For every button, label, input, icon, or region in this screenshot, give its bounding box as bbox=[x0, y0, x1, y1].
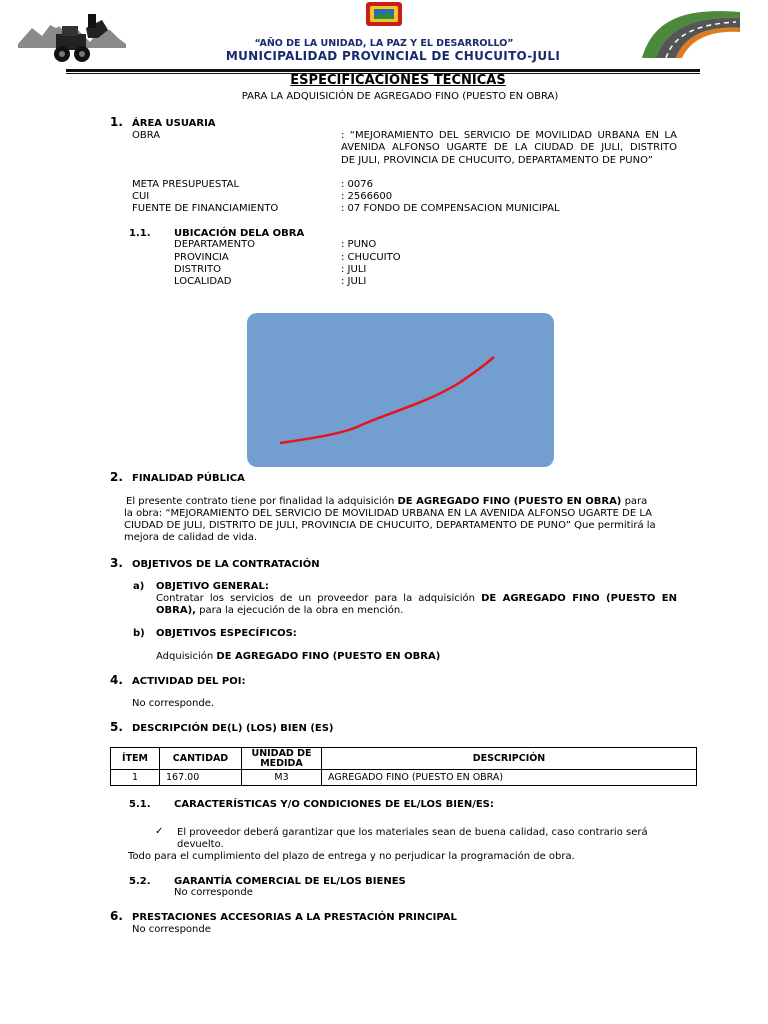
section-5-number: 5. bbox=[110, 720, 123, 734]
section-1-number: 1. bbox=[110, 115, 123, 129]
route-line bbox=[247, 313, 554, 467]
objective-general-line-2: OBRA), para la ejecución de la obra en mención. bbox=[156, 605, 404, 616]
document-subtitle: PARA LA ADQUISICIÓN DE AGREGADO FINO (PUESTO EN OBRA) bbox=[241, 91, 559, 102]
municipal-coat-of-arms-icon bbox=[364, 0, 404, 28]
section-5-1-number: 5.1. bbox=[129, 799, 151, 810]
checkmark-bullet-icon: ✓ bbox=[155, 826, 164, 837]
section-5-heading: DESCRIPCIÓN DE(L) (LOS) BIEN (ES) bbox=[132, 723, 334, 734]
poi-text: No corresponde. bbox=[132, 698, 215, 709]
finalidad-line-3: CIUDAD DE JULI, DISTRITO DE JULI, PROVINCIA DE CHUCUITO, DEPARTAMENTO DE PUNO” Que permitirá la bbox=[124, 520, 656, 531]
table-row bbox=[111, 770, 697, 786]
localidad-value: : JULI bbox=[341, 276, 367, 287]
section-4-heading: ACTIVIDAD DEL POI: bbox=[132, 676, 246, 687]
objective-a-marker: a) bbox=[133, 581, 145, 592]
obra-value-line-2: AVENIDA ALFONSO UGARTE DE LA CIUDAD DE JULI, DISTRITO bbox=[341, 142, 677, 153]
objective-b-marker: b) bbox=[133, 628, 145, 639]
section-1-1-number: 1.1. bbox=[129, 228, 151, 239]
section-5-1-heading: CARACTERÍSTICAS Y/O CONDICIONES DE EL/LOS BIEN/ES: bbox=[174, 799, 494, 810]
distrito-value: : JULI bbox=[341, 264, 367, 275]
section-3-number: 3. bbox=[110, 556, 123, 570]
section-1-heading: ÁREA USUARIA bbox=[132, 118, 216, 129]
table-header-cell: ÍTEM bbox=[111, 748, 160, 770]
objective-specific-text: Adquisición DE AGREGADO FINO (PUESTO EN OBRA) bbox=[156, 651, 441, 662]
table-cell: 167.00 bbox=[160, 770, 242, 786]
section-1-1-heading: UBICACIÓN DELA OBRA bbox=[174, 228, 305, 239]
finalidad-line-2: la obra: “MEJORAMIENTO DEL SERVICIO DE MOVILIDAD URBANA EN LA AVENIDA ALFONSO UGARTE DE LA bbox=[124, 508, 652, 519]
obra-value-line-3: DE JULI, PROVINCIA DE CHUCUITO, DEPARTAMENTO DE PUNO” bbox=[341, 155, 653, 166]
objective-specific-heading: OBJETIVOS ESPECÍFICOS: bbox=[156, 628, 297, 639]
table-cell: AGREGADO FINO (PUESTO EN OBRA) bbox=[322, 770, 697, 786]
provincia-value: : CHUCUITO bbox=[341, 252, 401, 263]
objective-general-heading: OBJETIVO GENERAL: bbox=[156, 581, 269, 592]
cui-value: : 2566600 bbox=[341, 191, 393, 202]
section-5-2-number: 5.2. bbox=[129, 876, 151, 887]
fuente-value: : 07 FONDO DE COMPENSACION MUNICIPAL bbox=[341, 203, 560, 214]
section-2-number: 2. bbox=[110, 470, 123, 484]
fuente-label: FUENTE DE FINANCIAMIENTO bbox=[132, 203, 279, 214]
municipality-name: MUNICIPALIDAD PROVINCIAL DE CHUCUITO-JULI bbox=[225, 49, 561, 63]
departamento-label: DEPARTAMENTO bbox=[174, 239, 256, 250]
departamento-value: : PUNO bbox=[341, 239, 377, 250]
year-motto: “AÑO DE LA UNIDAD, LA PAZ Y EL DESARROLLO” bbox=[254, 38, 514, 49]
table-cell: M3 bbox=[242, 770, 322, 786]
condition-line-1: El proveedor deberá garantizar que los materiales sean de buena calidad, caso contrario será bbox=[177, 827, 648, 838]
section-3-heading: OBJETIVOS DE LA CONTRATACIÓN bbox=[132, 559, 320, 570]
accessory-text: No corresponde bbox=[132, 924, 211, 935]
obra-value-line-1: : “MEJORAMIENTO DEL SERVICIO DE MOVILIDAD URBANA EN LA bbox=[341, 130, 677, 141]
section-6-heading: PRESTACIONES ACCESORIAS A LA PRESTACIÓN PRINCIPAL bbox=[132, 912, 457, 923]
meta-value: : 0076 bbox=[341, 179, 373, 190]
document-title: ESPECIFICACIONES TECNICAS bbox=[290, 73, 506, 88]
section-2-heading: FINALIDAD PÚBLICA bbox=[132, 473, 245, 484]
table-header-cell: CANTIDAD bbox=[160, 748, 242, 770]
table-header-row bbox=[111, 748, 697, 770]
objective-general-line-1: Contratar los servicios de un proveedor para la adquisición DE AGREGADO FINO (PUESTO EN bbox=[156, 593, 677, 604]
table-header-cell: UNIDAD DE MEDIDA bbox=[242, 748, 322, 770]
section-6-number: 6. bbox=[110, 909, 123, 923]
meta-label: META PRESUPUESTAL bbox=[132, 179, 240, 190]
section-4-number: 4. bbox=[110, 673, 123, 687]
header-rule-thick bbox=[66, 69, 700, 72]
obra-label: OBRA bbox=[132, 130, 161, 141]
cui-label: CUI bbox=[132, 191, 150, 202]
section-5-2-heading: GARANTÍA COMERCIAL DE EL/LOS BIENES bbox=[174, 876, 406, 887]
location-map bbox=[247, 313, 554, 467]
table-cell: 1 bbox=[111, 770, 160, 786]
condition-note: Todo para el cumplimiento del plazo de entrega y no perjudicar la programación de obra. bbox=[128, 851, 575, 862]
localidad-label: LOCALIDAD bbox=[174, 276, 232, 287]
table-header-cell: DESCRIPCIÓN bbox=[322, 748, 697, 770]
condition-line-2: devuelto. bbox=[177, 839, 224, 850]
warranty-text: No corresponde bbox=[174, 887, 253, 898]
finalidad-line-4: mejora de calidad de vida. bbox=[124, 532, 258, 543]
goods-table bbox=[110, 747, 697, 786]
provincia-label: PROVINCIA bbox=[174, 252, 229, 263]
finalidad-line-1: El presente contrato tiene por finalidad la adquisición DE AGREGADO FINO (PUESTO EN OBRA) para bbox=[126, 496, 648, 507]
distrito-label: DISTRITO bbox=[174, 264, 221, 275]
